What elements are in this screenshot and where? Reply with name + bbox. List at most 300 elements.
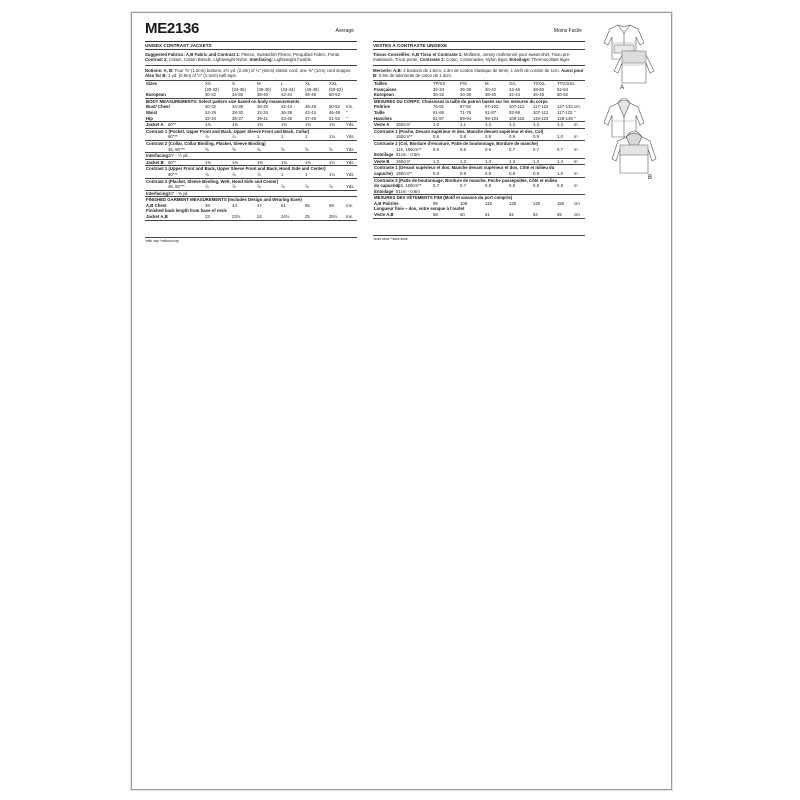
table-cell: 0.9 (533, 170, 539, 176)
table-cell: (30-32) (205, 86, 219, 92)
table-cell: 1⅜ (205, 122, 211, 128)
table-cell: 1.3 (533, 158, 539, 164)
table-cell: 1⅜ (281, 122, 287, 128)
table-cell: 0.8 (485, 183, 491, 189)
row-label: Veste B (374, 158, 390, 164)
table-row (373, 152, 585, 159)
row-label: Entoilage (374, 152, 394, 158)
french-header (373, 21, 585, 42)
table-cell: 42-44 (509, 92, 520, 98)
table-cell: 59 (329, 202, 334, 208)
table-cell: XS (205, 81, 211, 87)
table-cell: 62 (509, 212, 514, 218)
table-cell: ⅝ (305, 146, 309, 152)
fabrics-paragraph (145, 52, 357, 65)
table-cell: 117-122 (533, 104, 549, 110)
row-label: Françaises (374, 86, 397, 92)
row-label: Bust/ Chest (146, 104, 170, 110)
table-cell: 130 (509, 200, 517, 206)
table-cell: 45, 60"** (168, 146, 185, 152)
table-cell: XL (305, 81, 311, 87)
table-cell: 107-112 (533, 109, 549, 115)
row-label: Poitrine (374, 104, 390, 110)
also-b-label: Also for B: (145, 72, 167, 78)
table-cell: 1 (281, 134, 284, 140)
table-row (145, 122, 357, 129)
table-cell: 115, 150cm** (396, 146, 422, 152)
row-label: MESURES DES VÊTEMENTS FINI (Motif et aisance du port compris) (374, 195, 513, 201)
table-cell: m (574, 134, 578, 140)
difficulty-label: Moins Facile (553, 28, 582, 34)
row-label: A,B Poitrine (374, 200, 399, 206)
table-cell: 34-36 (232, 104, 243, 110)
row-label: du capuche) (374, 183, 400, 189)
table-cell: 1.0 (557, 170, 563, 176)
table-cell: 1 (281, 171, 284, 177)
table-cell: TG/XL (533, 81, 546, 87)
table-cell: (34-36) (232, 86, 246, 92)
row-label: Contraste 1 (Poche, Devant supérieur et dos, Manche devant supérieur et dos, Col) (374, 128, 544, 134)
table-cell: 107-112 (509, 104, 525, 110)
table-cell: 0.6 (460, 146, 466, 152)
table-cell: 32-34 (205, 115, 216, 121)
table-cell: 28-30 (232, 109, 243, 115)
table-row (373, 134, 585, 141)
table-cell: 32-34 (433, 86, 444, 92)
notions-label: Mercerie: A,B: (373, 67, 402, 73)
row-label: FINISHED GARMENT MEASUREMENTS (Includes Design and Wearing Ease) (146, 197, 302, 203)
table-cell: 30-32 (205, 92, 216, 98)
table-cell: 119-124 (533, 115, 549, 121)
table-cell: 109 (460, 200, 468, 206)
table-cell: " (574, 109, 576, 115)
table-cell: 0.7 (557, 146, 563, 152)
table-cell: 0.8 (460, 170, 466, 176)
row-label: Contraste 2 (Patte de boutonnage, Bordure de manche, Poche passepoilée, Côté et milieu (374, 177, 558, 183)
table-cell: (50-52) (329, 86, 343, 92)
notions-paragraph (373, 68, 585, 81)
table-cell: ⅞ (232, 171, 236, 177)
row-label: European (374, 92, 394, 98)
pattern-code: ME2136 (145, 20, 200, 37)
row-label: Contraste 1 (Devant supérieur et dos, Manche devant supérieur et dos, Côté et milieu du (374, 165, 555, 171)
row-label: Jacket B (146, 159, 164, 165)
table-cell: 30-32 (205, 104, 216, 110)
table-cell: cm (574, 104, 580, 110)
table-cell: 25½ (329, 214, 338, 220)
table-cell: 42-44 (281, 104, 292, 110)
view-illustrations (598, 21, 662, 191)
table-cell: 1.0 (557, 134, 563, 140)
french-column (373, 21, 585, 242)
table-cell: 0.9 (509, 170, 515, 176)
english-footnote: *with nap **without nap (145, 237, 357, 244)
also-b-text: 1 yd. (0.9m) of ½" (1.3cm) twill tape. (168, 72, 238, 78)
table-cell: 99-104 (485, 115, 499, 121)
table-cell: 34-36 (232, 92, 243, 98)
table-cell: cm (574, 212, 580, 218)
table-cell: XXL (329, 81, 338, 87)
table-cell: S (232, 81, 235, 87)
table-cell: 0.6 (433, 146, 439, 152)
table-cell: 30-32 (433, 92, 444, 98)
contrast2-label: Contraste 2: (419, 57, 445, 63)
table-row (145, 92, 357, 99)
row-label: A,B Chest (146, 202, 167, 208)
table-cell: 42-44 (281, 92, 292, 98)
table-cell: 0.9 (509, 134, 515, 140)
table-row (145, 214, 357, 221)
table-cell: 64 (533, 212, 538, 218)
table-cell: 34-36 (460, 92, 471, 98)
row-label: Interfacing (146, 153, 168, 159)
row-label: Veste A,B (374, 212, 394, 218)
table-cell: 44-46 (509, 86, 520, 92)
table-cell: 55 (305, 202, 310, 208)
table-cell: Ins. (346, 214, 353, 220)
table-cell: 46-48 (305, 104, 316, 110)
table-cell: 99 (433, 200, 438, 206)
interfacing-text: Thermocollant léger. (531, 57, 571, 63)
table-cell: 40-42 (485, 86, 496, 92)
table-cell: " (574, 115, 576, 121)
contrast2-text: Coton, Cotonnades, Nylon léger. (446, 57, 509, 63)
also-b-label: Aussi pour B: (373, 67, 584, 78)
table-row (145, 134, 357, 141)
table-cell: 1.4 (557, 158, 563, 164)
notions-text: 4 boutons de 1.5cm, 2.3m de cordon élastique de 6mm, 1 arrêt de cordon de 1cm. (403, 67, 560, 73)
row-label: Contrast 1 (Upper Front and Back, Upper Sleeve Front and Back, Hood Side and Center) (146, 166, 326, 172)
table-cell: ⅞ (205, 171, 209, 177)
table-cell: 0.7 (433, 183, 439, 189)
table-cell: 24 (257, 214, 262, 220)
table-cell: 0.9 (485, 134, 491, 140)
table-cell: 43-45 (281, 115, 292, 121)
table-row (145, 147, 357, 154)
table-cell: 20" - ⅜ yd. (168, 190, 189, 196)
table-cell: Ins. (346, 202, 353, 208)
row-label: Sizes (146, 81, 157, 87)
table-cell: ⅝ (329, 146, 333, 152)
table-cell: 1⅜ (329, 122, 335, 128)
table-cell: 150cm* (396, 158, 411, 164)
notions-label: Notions: A, B: (145, 67, 174, 73)
table-cell: 1.3 (509, 158, 515, 164)
table-cell: 89-94 (460, 115, 471, 121)
difficulty-label: Average (335, 28, 354, 34)
pattern-envelope-back (131, 12, 672, 790)
table-cell: 25 (305, 214, 310, 220)
row-label: Contraste 2 (Col, Bordure d'encolure, Patte de boutonnage, Bordure de manche) (374, 140, 539, 146)
row-label: BODY MEASUREMENTS: Select pattern size based on body measurements (146, 98, 300, 104)
fabrics-text: Molleton, Jersey molletonné pour sweat-shirt, Tissu pré-matelassé, Tricot ponte. (373, 52, 571, 63)
table-cell: " (346, 109, 348, 115)
table-cell: 92-99 (509, 109, 520, 115)
row-label: Taille (374, 109, 385, 115)
table-cell: 35-37 (232, 115, 243, 121)
table-cell: 23 (205, 214, 210, 220)
table-cell: 38-40 (485, 92, 496, 98)
table-cell: 45, 60"** (168, 184, 185, 190)
table-cell: 20" - ½ yd. (168, 153, 189, 159)
table-cell: 150cm* (396, 122, 411, 128)
table-cell: ⅝ (232, 146, 236, 152)
table-cell: Yds. (346, 146, 355, 152)
table-cell: Yds. (346, 159, 355, 165)
table-cell: 1½ (329, 159, 335, 165)
table-cell: m (574, 183, 578, 189)
table-cell: 0.8 (509, 183, 515, 189)
table-cell: Yds. (346, 122, 355, 128)
table-cell: 81-87 (433, 115, 444, 121)
table-cell: (46-48) (305, 86, 319, 92)
table-cell: 1 (305, 171, 308, 177)
table-cell: m (574, 158, 578, 164)
table-cell: ⅝ (257, 146, 261, 152)
table-cell: 23½ (232, 214, 241, 220)
table-cell: ⅞ (257, 184, 261, 190)
table-cell: 46-48 (329, 109, 340, 115)
table-cell: 36-39 (281, 109, 292, 115)
table-cell: 60"* (168, 122, 176, 128)
table-cell: 50-52 (329, 104, 340, 110)
table-cell: Yds. (346, 184, 355, 190)
table-row (373, 212, 585, 219)
row-label: Longueur finie – dos, votre exnque à l'ourlet (374, 206, 465, 212)
table-cell: 24-26 (205, 109, 216, 115)
table-cell: 1.3 (509, 122, 515, 128)
table-cell: ⅞ (257, 171, 261, 177)
interfacing-text: Lightweight Fusible. (274, 57, 313, 63)
table-cell: 71-76 (460, 109, 471, 115)
jacket-sketches (598, 21, 662, 191)
row-label: Contrast 1 (Pocket, Upper Front and Back, Upper Sleeve Front and Back, Collar) (146, 128, 310, 134)
table-cell: 1.3 (485, 122, 491, 128)
english-column (145, 21, 357, 244)
table-cell: 1.3 (433, 158, 439, 164)
table-cell: L (281, 81, 284, 87)
table-row (145, 184, 357, 191)
table-cell: m (574, 146, 578, 152)
table-cell: 32-34 (257, 109, 268, 115)
table-cell: 1.3 (557, 122, 563, 128)
table-cell: (38-40) (257, 86, 271, 92)
row-label: Contrast 2 (Collar, Collar Binding, Placket, Sleeve Binding) (146, 140, 266, 146)
notions-text: Four ⅝" (1.5cm) buttons, 2½ yd. (2.3m) of ¼" (6mm) elastic cord, one ⅜" (1cm) cord stopper. (174, 67, 352, 73)
fabrics-label: Suggested Fabrics: A,B Fabric and Contrast 1: (145, 52, 241, 58)
table-cell: 61-66 (433, 109, 444, 115)
table-row (145, 172, 357, 179)
table-cell: M (485, 81, 489, 87)
table-cell: 1⅜ (281, 159, 287, 165)
pattern-title: VESTES À CONTRASTE UNISEXE (373, 43, 585, 50)
table-cell: 0.9 (533, 134, 539, 140)
row-label: Contrast 2 (Placket, Sleeve Binding, Welt, Hood Side and Center) (146, 178, 279, 184)
table-cell: 47 (257, 202, 262, 208)
table-cell: 117-122 (557, 109, 573, 115)
table-cell: 1⅜ (305, 159, 311, 165)
table-cell: 0.7 (460, 183, 466, 189)
table-cell: ⅞ (305, 184, 309, 190)
row-label: Veste A (374, 122, 390, 128)
table-cell: 51-53 (329, 115, 340, 121)
table-cell: 0.7 (509, 146, 515, 152)
table-cell: Yds. (346, 134, 355, 140)
table-cell: ⅞ (232, 134, 236, 140)
table-cell: M (257, 81, 261, 87)
table-cell: 0.8 (557, 183, 563, 189)
table-cell: 1⅛ (329, 171, 335, 177)
row-label: Jacket A (146, 122, 164, 128)
table-cell: 36-38 (460, 86, 471, 92)
table-cell: 81-87 (485, 109, 496, 115)
table-cell: 150cm** (396, 170, 413, 176)
table-cell: G/L (509, 81, 516, 87)
table-cell: ⅞ (281, 184, 285, 190)
table-cell: 150 (557, 200, 565, 206)
table-cell: 0.8 (533, 183, 539, 189)
table-cell: 24½ (281, 214, 290, 220)
table-cell: 42-44 (305, 109, 316, 115)
table-row (145, 116, 357, 123)
table-cell: 61 (485, 212, 490, 218)
table-cell: 48-50 (533, 86, 544, 92)
row-label: capuche) (374, 170, 393, 176)
table-cell: 1 (305, 134, 308, 140)
table-cell: 60"** (168, 171, 178, 177)
fabrics-label: Tissus Conseillés: A,B Tissu et Contraste 1: (373, 52, 463, 58)
table-cell: Ins. (346, 104, 353, 110)
table-row (373, 171, 585, 178)
table-cell: " (346, 115, 348, 121)
table-cell: ⅞ (232, 184, 236, 190)
fabrics-text: Fleece, Sweatshirt Fleece, Prequilted Fabric, Ponte. (241, 52, 341, 58)
table-cell: TP/XS (433, 81, 446, 87)
table-cell: 60"** (168, 134, 178, 140)
row-label: Hanches (374, 115, 392, 121)
english-header (145, 21, 357, 42)
row-label: MESURES DU CORPS: Choisissez la taille du patron basée sur les mesures du corps (374, 98, 548, 104)
table-cell: 1⅜ (257, 122, 263, 128)
table-cell: 51cm - 0.5m (396, 152, 420, 158)
row-label: Jacket A,B (146, 214, 168, 220)
table-cell: TTG/XXL (557, 81, 575, 87)
row-label: Finished back length from base of neck (146, 208, 227, 214)
table-cell: 1⅜ (257, 159, 263, 165)
table-row (145, 160, 357, 167)
table-cell: 1⅜ (305, 122, 311, 128)
row-label: Hip (146, 115, 153, 121)
table-cell: ⅞ (205, 184, 209, 190)
table-cell: cm (574, 200, 580, 206)
view-b-label: B (648, 175, 653, 181)
table-cell: 46-48 (305, 92, 316, 98)
table-cell: 119 (485, 200, 492, 206)
table-cell: ⅝ (281, 146, 285, 152)
table-row (373, 92, 585, 99)
table-cell: 38-40 (257, 92, 268, 98)
table-cell: 39-41 (257, 115, 268, 121)
table-row (373, 159, 585, 166)
table-cell: Yds. (346, 171, 355, 177)
table-cell: 1 (257, 134, 260, 140)
table-cell: 87-92 (460, 104, 471, 110)
table-cell: 127-132 (557, 104, 573, 110)
table-cell: 0.8 (460, 134, 466, 140)
table-cell: 1.1 (460, 122, 466, 128)
table-cell: 0.8 (485, 170, 491, 176)
table-cell: 60 (460, 212, 465, 218)
table-cell: 39 (205, 202, 210, 208)
view-a-label: A (620, 85, 625, 91)
table-cell: 50-52 (557, 92, 568, 98)
table-row (373, 122, 585, 129)
table-cell: 1.3 (460, 158, 466, 164)
table-cell: 47-49 (305, 115, 316, 121)
table-cell: ⅝ (205, 146, 209, 152)
table-cell: 140 (533, 200, 541, 206)
table-cell: 0.7 (533, 146, 539, 152)
table-cell: ⅞ (205, 134, 209, 140)
table-cell: 1.3 (533, 122, 539, 128)
english-size-table (145, 81, 357, 221)
table-cell: ⅞ (329, 184, 333, 190)
table-cell: 51cm - 0.6m (396, 188, 420, 194)
table-cell: 0.8 (433, 134, 439, 140)
interfacing-label: Interfacing: (249, 57, 274, 63)
row-label: European (146, 92, 166, 98)
french-footnote: *avec sens **sans sens (373, 235, 585, 242)
table-cell: 1⅜ (232, 122, 238, 128)
table-cell: 1.3 (485, 158, 491, 164)
row-label: Entoilage (374, 188, 394, 194)
table-cell: 1⅜ (205, 159, 211, 165)
pattern-title: UNISEX CONTRAST JACKETS (145, 43, 357, 50)
table-cell: 76-81 (433, 104, 444, 110)
notions-paragraph (145, 68, 357, 81)
table-cell: 150cm** (396, 134, 413, 140)
table-cell: m (574, 170, 578, 176)
table-cell: 43 (232, 202, 237, 208)
jacket-b-front-sketch (604, 98, 644, 137)
row-label: Waist (146, 109, 158, 115)
table-cell: (42-44) (281, 86, 295, 92)
table-cell: 128-135 (557, 115, 573, 121)
table-cell: 1⅛ (329, 134, 335, 140)
table-cell: 0.6 (485, 146, 491, 152)
table-cell: 60"* (168, 159, 176, 165)
table-cell: 115, 150cm** (396, 183, 422, 189)
table-cell: 97-102 (485, 104, 499, 110)
table-cell: m (574, 122, 578, 128)
table-cell: 51 (281, 202, 286, 208)
table-cell: P/S (460, 81, 467, 87)
interfacing-label: Entoilage: (509, 57, 531, 63)
table-row (373, 189, 585, 196)
table-cell: 52-54 (557, 86, 568, 92)
table-row (373, 116, 585, 123)
table-row (145, 191, 357, 198)
table-cell: 38-40 (257, 104, 268, 110)
row-label: Interfacing (146, 190, 168, 196)
table-cell: 46-48 (533, 92, 544, 98)
also-b-text: 0.9m de talonnette de coton de 1.3cm. (378, 72, 453, 78)
table-cell: 65 (557, 212, 562, 218)
contrast2-text: Cotton, Cotton Blends, Lightweight Nylon. (168, 57, 249, 63)
table-row (145, 153, 357, 160)
fabrics-paragraph (373, 52, 585, 65)
table-cell: 0.8 (433, 170, 439, 176)
